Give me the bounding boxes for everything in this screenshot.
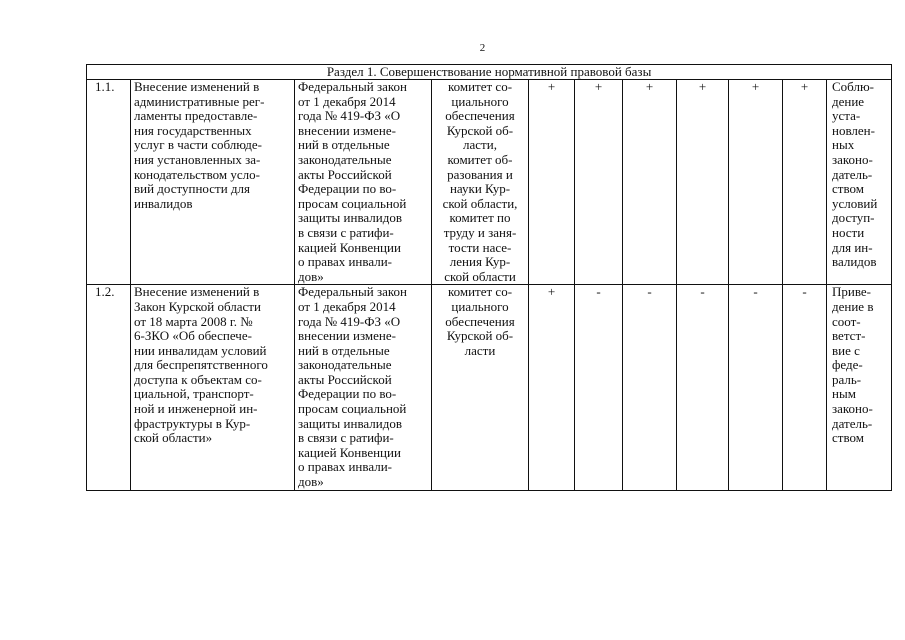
activity-line: от 18 марта 2008 г. № xyxy=(134,313,253,329)
year-mark: + xyxy=(529,80,575,285)
responsible-line: ской области, xyxy=(442,195,518,211)
result-line: для ин- xyxy=(832,239,873,255)
result-line: законо- xyxy=(832,151,873,167)
year-mark: - xyxy=(623,285,677,490)
responsible-line: труду и заня- xyxy=(443,224,517,240)
law-cell xyxy=(295,80,432,285)
law-line: Федерации по во- xyxy=(298,386,397,402)
year-mark: - xyxy=(677,285,729,490)
activity-line: административные рег- xyxy=(134,93,265,109)
law-line: ний в отдельные xyxy=(298,342,390,358)
law-line: Федеральный закон xyxy=(298,79,407,94)
law-line: ний в отдельные xyxy=(298,137,390,153)
responsible-line: Курской об- xyxy=(446,122,514,138)
section-header-row xyxy=(87,65,892,80)
result-line: новлен- xyxy=(832,122,875,138)
result-line: феде- xyxy=(832,357,863,373)
law-line: внесении измене- xyxy=(298,328,396,344)
year-mark: + xyxy=(677,80,729,285)
law-line: просам социальной xyxy=(298,401,407,417)
result-line: Приве- xyxy=(832,284,872,300)
activity-line: фраструктуры в Кур- xyxy=(134,415,251,431)
result-line: ством xyxy=(832,181,864,197)
activity-line: доступа к объектам со- xyxy=(134,371,262,387)
year-mark: - xyxy=(783,285,827,490)
activity-line: конодательством усло- xyxy=(134,166,260,182)
law-line: дов» xyxy=(298,268,324,284)
activity-line: для беспрепятственного xyxy=(134,357,268,373)
law-line: года № 419-ФЗ «О xyxy=(298,313,401,329)
law-line: внесении измене- xyxy=(298,122,396,138)
responsible-line: ласти, xyxy=(463,137,497,153)
year-mark: + xyxy=(783,80,827,285)
table-row xyxy=(87,285,892,490)
law-line: о правах инвали- xyxy=(298,254,393,270)
result-line: уста- xyxy=(832,108,861,124)
table-row xyxy=(87,80,892,285)
responsible-line: обеспечения xyxy=(445,313,515,329)
responsible-line: комитет об- xyxy=(447,151,513,167)
activity-cell xyxy=(131,285,295,490)
law-line: акты Российской xyxy=(298,166,392,182)
year-mark: + xyxy=(529,285,575,490)
responsible-line: обеспечения xyxy=(445,108,515,124)
law-line: кацией Конвенции xyxy=(298,239,401,255)
result-line: раль- xyxy=(832,371,862,387)
law-line: года № 419-ФЗ «О xyxy=(298,108,401,124)
responsible-line: комитет по xyxy=(449,210,511,226)
result-line: дение xyxy=(832,93,865,109)
year-mark: + xyxy=(623,80,677,285)
result-line: условий xyxy=(832,195,878,211)
law-line: в связи с ратифи- xyxy=(298,430,394,446)
result-cell xyxy=(827,80,892,285)
row-number: 1.2. xyxy=(87,285,131,490)
result-line: вие с xyxy=(832,342,860,358)
responsible-line: циального xyxy=(451,298,509,314)
responsible-cell xyxy=(432,285,529,490)
result-cell xyxy=(827,285,892,490)
law-line: о правах инвали- xyxy=(298,459,393,475)
activity-line: ламенты предоставле- xyxy=(134,108,258,124)
responsible-line: науки Кур- xyxy=(449,181,511,197)
result-line: датель- xyxy=(832,166,873,182)
responsible-line: разования и xyxy=(447,166,513,182)
result-line: ности xyxy=(832,224,865,240)
law-line: защиты инвалидов xyxy=(298,210,402,226)
activity-line: Закон Курской области xyxy=(134,298,261,314)
plan-table xyxy=(86,64,892,491)
law-line: просам социальной xyxy=(298,195,407,211)
activity-line: ской области» xyxy=(134,430,213,446)
law-line: от 1 декабря 2014 xyxy=(298,298,396,314)
activity-line: Внесение изменений в xyxy=(134,79,260,94)
responsible-line: комитет со- xyxy=(447,284,513,300)
year-mark: + xyxy=(575,80,623,285)
responsible-line: ской области xyxy=(444,268,516,284)
law-line: в связи с ратифи- xyxy=(298,224,394,240)
result-line: дение в xyxy=(832,298,874,314)
law-line: акты Российской xyxy=(298,371,392,387)
page-number: 2 xyxy=(479,42,486,54)
activity-line: ния государственных xyxy=(134,122,252,138)
activity-line: инвалидов xyxy=(134,195,193,211)
result-line: ным xyxy=(832,386,856,402)
law-line: защиты инвалидов xyxy=(298,415,402,431)
result-line: ством xyxy=(832,430,864,446)
result-line: ветст- xyxy=(832,328,866,344)
responsible-line: ласти xyxy=(464,342,496,358)
law-line: Федерации по во- xyxy=(298,181,397,197)
law-line: от 1 декабря 2014 xyxy=(298,93,396,109)
activity-line: ной и инженерной ин- xyxy=(134,401,258,417)
year-mark: - xyxy=(729,285,783,490)
result-line: законо- xyxy=(832,401,873,417)
activity-line: циальной, транспорт- xyxy=(134,386,254,402)
law-line: законодательные xyxy=(298,357,392,373)
activity-line: ния установленных за- xyxy=(134,151,261,167)
law-line: дов» xyxy=(298,474,324,490)
result-line: соот- xyxy=(832,313,861,329)
result-line: валидов xyxy=(832,254,877,270)
activity-line: услуг в части соблюде- xyxy=(134,137,263,153)
law-cell xyxy=(295,285,432,490)
result-line: ных xyxy=(832,137,855,153)
responsible-line: Курской об- xyxy=(446,328,514,344)
activity-cell xyxy=(131,80,295,285)
responsible-line: тости насе- xyxy=(448,239,512,255)
responsible-line: комитет со- xyxy=(447,79,513,94)
activity-line: Внесение изменений в xyxy=(134,284,260,300)
result-line: доступ- xyxy=(832,210,875,226)
law-line: законодательные xyxy=(298,151,392,167)
year-mark: - xyxy=(575,285,623,490)
section-title: Раздел 1. Совершенствование нормативной правовой базы xyxy=(87,65,892,80)
activity-line: нии инвалидам условий xyxy=(134,342,267,358)
result-line: датель- xyxy=(832,415,873,431)
activity-line: вий доступности для xyxy=(134,181,250,197)
responsible-line: циального xyxy=(451,93,509,109)
result-line: Соблю- xyxy=(832,79,874,94)
activity-line: 6-ЗКО «Об обеспече- xyxy=(134,328,252,344)
responsible-line: ления Кур- xyxy=(449,254,511,270)
law-line: Федеральный закон xyxy=(298,284,407,300)
responsible-cell xyxy=(432,80,529,285)
row-number: 1.1. xyxy=(87,80,131,285)
law-line: кацией Конвенции xyxy=(298,444,401,460)
year-mark: + xyxy=(729,80,783,285)
